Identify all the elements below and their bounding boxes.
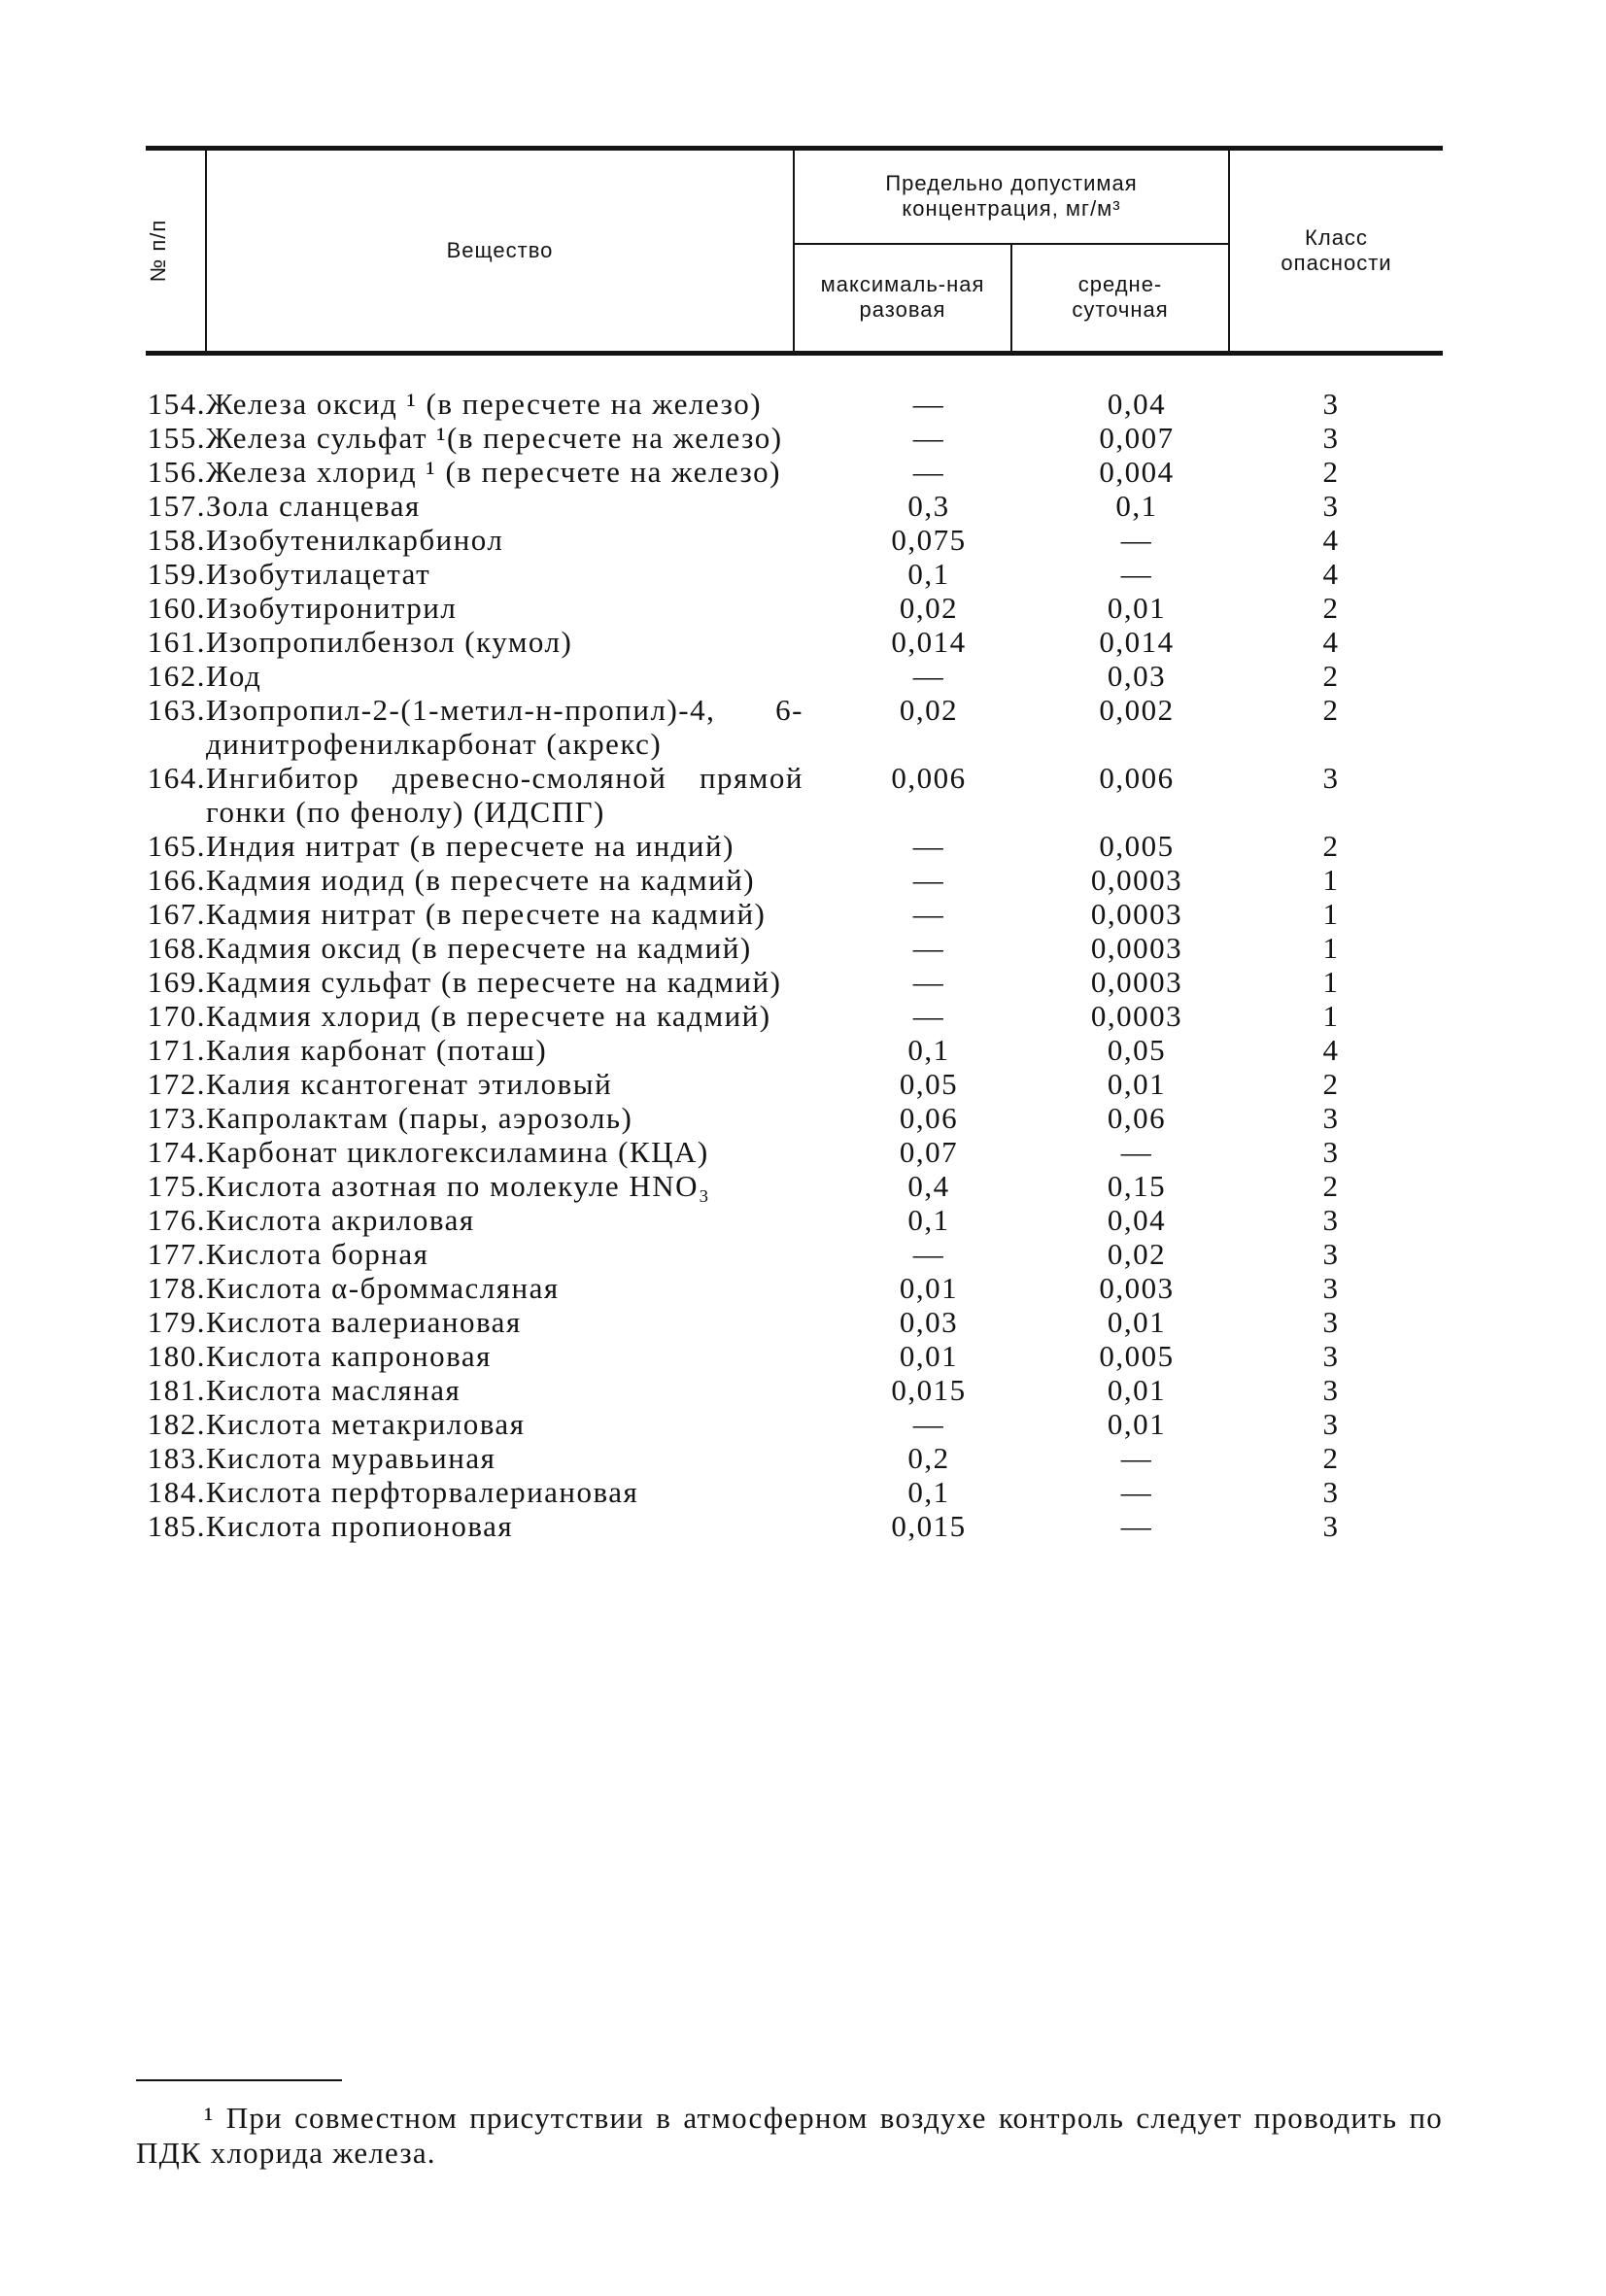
row-hazard-class: 2 bbox=[1322, 1441, 1340, 1475]
table-rows bbox=[146, 387, 1443, 1543]
row-number: 158. bbox=[147, 523, 206, 557]
row-substance: Калия карбонат (поташ) bbox=[206, 1033, 548, 1067]
table-row bbox=[146, 1305, 1443, 1339]
table-row bbox=[146, 829, 1443, 863]
header-avg bbox=[1011, 244, 1229, 354]
row-hazard-class: 3 bbox=[1322, 1339, 1340, 1373]
row-hazard-class: 3 bbox=[1322, 761, 1340, 795]
row-daily-average: — bbox=[1120, 1441, 1153, 1475]
row-daily-average: 0,005 bbox=[1099, 829, 1175, 863]
row-number: 177. bbox=[147, 1237, 206, 1271]
row-daily-average: — bbox=[1120, 1509, 1153, 1543]
table-row bbox=[146, 523, 1443, 557]
row-hazard-class: 3 bbox=[1322, 1407, 1340, 1441]
row-max-single: 0,075 bbox=[891, 523, 967, 557]
row-max-single: 0,03 bbox=[899, 1305, 959, 1339]
table-row bbox=[146, 1339, 1443, 1373]
row-substance: Кислота азотная по молекуле HNO₃ bbox=[206, 1169, 711, 1203]
table-header bbox=[146, 146, 1443, 356]
table-row bbox=[146, 761, 1443, 829]
row-hazard-class: 3 bbox=[1322, 1373, 1340, 1407]
row-daily-average: 0,03 bbox=[1107, 659, 1167, 693]
row-max-single: 0,014 bbox=[891, 625, 967, 659]
row-daily-average: 0,01 bbox=[1107, 1067, 1167, 1101]
row-substance: Кадмия оксид (в пересчете на кадмий) bbox=[206, 931, 752, 965]
table-row bbox=[146, 1135, 1443, 1169]
row-substance: Изобутилацетат bbox=[206, 557, 431, 591]
row-daily-average: 0,01 bbox=[1107, 1407, 1167, 1441]
header-number: № п/п bbox=[146, 149, 206, 354]
row-daily-average: 0,006 bbox=[1099, 761, 1175, 795]
row-hazard-class: 3 bbox=[1322, 1101, 1340, 1135]
table-row bbox=[146, 387, 1443, 421]
row-substance: Кислота α-броммасляная bbox=[206, 1271, 560, 1305]
row-substance: Ингибитор древесно-смоляной прямой гонки (по фенолу) (ИДСПГ) bbox=[206, 761, 803, 829]
table-row bbox=[146, 625, 1443, 659]
row-number: 170. bbox=[147, 999, 206, 1033]
row-max-single: — bbox=[912, 829, 945, 863]
header-class bbox=[1229, 149, 1443, 354]
row-number: 173. bbox=[147, 1101, 206, 1135]
row-number: 176. bbox=[147, 1203, 206, 1237]
row-daily-average: 0,0003 bbox=[1090, 931, 1183, 965]
row-substance: Изопропил-2-(1-метил-н-пропил)-4, 6-динитрофенилкарбонат (акрекс) bbox=[206, 693, 803, 761]
row-substance: Иод bbox=[206, 659, 262, 693]
table-row bbox=[146, 897, 1443, 931]
row-hazard-class: 1 bbox=[1322, 863, 1340, 897]
row-substance: Кадмия иодид (в пересчете на кадмий) bbox=[206, 863, 756, 897]
row-daily-average: 0,05 bbox=[1107, 1033, 1167, 1067]
row-number: 178. bbox=[147, 1271, 206, 1305]
table-row bbox=[146, 1271, 1443, 1305]
row-substance: Кислота масляная bbox=[206, 1373, 461, 1407]
row-max-single: — bbox=[912, 1237, 945, 1271]
row-number: 168. bbox=[147, 931, 206, 965]
table-row bbox=[146, 1475, 1443, 1509]
row-max-single: 0,1 bbox=[907, 1033, 950, 1067]
row-substance: Кадмия хлорид (в пересчете на кадмий) bbox=[206, 999, 771, 1033]
table-row bbox=[146, 557, 1443, 591]
row-max-single: 0,1 bbox=[907, 1203, 950, 1237]
row-hazard-class: 3 bbox=[1322, 1509, 1340, 1543]
row-number: 160. bbox=[147, 591, 206, 625]
row-max-single: 0,1 bbox=[907, 1475, 950, 1509]
row-daily-average: 0,0003 bbox=[1090, 863, 1183, 897]
table-body bbox=[146, 387, 1443, 1543]
table-row bbox=[146, 1237, 1443, 1271]
row-substance: Кислота пропионовая bbox=[206, 1509, 514, 1543]
row-max-single: 0,4 bbox=[907, 1169, 950, 1203]
row-number: 174. bbox=[147, 1135, 206, 1169]
row-daily-average: — bbox=[1120, 557, 1153, 591]
row-daily-average: 0,007 bbox=[1099, 421, 1175, 455]
header-max bbox=[794, 244, 1011, 354]
row-daily-average: 0,06 bbox=[1107, 1101, 1167, 1135]
row-max-single: — bbox=[912, 999, 945, 1033]
row-number: 166. bbox=[147, 863, 206, 897]
row-max-single: 0,015 bbox=[891, 1373, 967, 1407]
header-pdk-label: Предельно допустимая концентрация, мг/м³ bbox=[885, 171, 1138, 222]
row-hazard-class: 4 bbox=[1322, 625, 1340, 659]
row-max-single: 0,006 bbox=[891, 761, 967, 795]
table-row bbox=[146, 1033, 1443, 1067]
row-hazard-class: 2 bbox=[1322, 591, 1340, 625]
row-daily-average: 0,1 bbox=[1115, 489, 1158, 523]
row-max-single: 0,1 bbox=[907, 557, 950, 591]
row-daily-average: 0,0003 bbox=[1090, 897, 1183, 931]
row-substance: Изопропилбензол (кумол) bbox=[206, 625, 573, 659]
row-substance: Зола сланцевая bbox=[206, 489, 421, 523]
row-number: 154. bbox=[147, 387, 206, 421]
row-max-single: 0,2 bbox=[907, 1441, 950, 1475]
row-substance: Капролактам (пары, аэрозоль) bbox=[206, 1101, 633, 1135]
row-max-single: — bbox=[912, 965, 945, 999]
row-number: 157. bbox=[147, 489, 206, 523]
row-hazard-class: 1 bbox=[1322, 897, 1340, 931]
row-max-single: — bbox=[912, 659, 945, 693]
row-number: 156. bbox=[147, 455, 206, 489]
row-substance: Кадмия нитрат (в пересчете на кадмий) bbox=[206, 897, 767, 931]
row-hazard-class: 1 bbox=[1322, 931, 1340, 965]
row-daily-average: — bbox=[1120, 1135, 1153, 1169]
row-substance: Изобутенилкарбинол bbox=[206, 523, 504, 557]
row-number: 159. bbox=[147, 557, 206, 591]
row-daily-average: 0,014 bbox=[1099, 625, 1175, 659]
row-number: 169. bbox=[147, 965, 206, 999]
table-row bbox=[146, 591, 1443, 625]
row-hazard-class: 2 bbox=[1322, 829, 1340, 863]
table-row bbox=[146, 1067, 1443, 1101]
row-number: 172. bbox=[147, 1067, 206, 1101]
table-row bbox=[146, 965, 1443, 999]
row-hazard-class: 3 bbox=[1322, 1237, 1340, 1271]
table-row bbox=[146, 863, 1443, 897]
row-max-single: 0,02 bbox=[899, 693, 959, 727]
row-substance: Кислота перфторвалериановая bbox=[206, 1475, 639, 1509]
row-number: 175. bbox=[147, 1169, 206, 1203]
footnote-divider bbox=[136, 2079, 342, 2081]
row-substance: Железа хлорид ¹ (в пересчете на железо) bbox=[206, 455, 781, 489]
row-max-single: 0,06 bbox=[899, 1101, 959, 1135]
row-hazard-class: 3 bbox=[1322, 489, 1340, 523]
row-number: 155. bbox=[147, 421, 206, 455]
row-substance: Кислота капроновая bbox=[206, 1339, 492, 1373]
table-row bbox=[146, 489, 1443, 523]
row-daily-average: 0,04 bbox=[1107, 387, 1167, 421]
row-daily-average: 0,02 bbox=[1107, 1237, 1167, 1271]
table-row bbox=[146, 1203, 1443, 1237]
row-max-single: — bbox=[912, 897, 945, 931]
row-daily-average: 0,15 bbox=[1107, 1169, 1167, 1203]
row-hazard-class: 2 bbox=[1322, 1067, 1340, 1101]
header-substance: Вещество bbox=[206, 149, 794, 354]
row-substance: Индия нитрат (в пересчете на индий) bbox=[206, 829, 735, 863]
row-substance: Железа оксид ¹ (в пересчете на железо) bbox=[206, 387, 763, 421]
row-hazard-class: 3 bbox=[1322, 387, 1340, 421]
row-max-single: 0,3 bbox=[907, 489, 950, 523]
row-daily-average: 0,04 bbox=[1107, 1203, 1167, 1237]
row-daily-average: 0,003 bbox=[1099, 1271, 1175, 1305]
row-max-single: 0,01 bbox=[899, 1271, 959, 1305]
row-hazard-class: 2 bbox=[1322, 659, 1340, 693]
row-daily-average: — bbox=[1120, 1475, 1153, 1509]
row-substance: Кислота валериановая bbox=[206, 1305, 522, 1339]
row-hazard-class: 3 bbox=[1322, 1271, 1340, 1305]
row-hazard-class: 4 bbox=[1322, 557, 1340, 591]
row-max-single: 0,05 bbox=[899, 1067, 959, 1101]
row-substance: Карбонат циклогексиламина (КЦА) bbox=[206, 1135, 709, 1169]
row-number: 180. bbox=[147, 1339, 206, 1373]
table-row bbox=[146, 1101, 1443, 1135]
row-number: 162. bbox=[147, 659, 206, 693]
row-daily-average: 0,0003 bbox=[1090, 965, 1183, 999]
row-number: 183. bbox=[147, 1441, 206, 1475]
row-hazard-class: 3 bbox=[1322, 421, 1340, 455]
table-row bbox=[146, 455, 1443, 489]
footnote: ¹ При совместном присутствии в атмосферном воздухе контроль следует проводить по ПДК хлорида железа. bbox=[136, 2101, 1443, 2170]
row-max-single: — bbox=[912, 455, 945, 489]
row-max-single: 0,01 bbox=[899, 1339, 959, 1373]
row-number: 182. bbox=[147, 1407, 206, 1441]
table-row bbox=[146, 421, 1443, 455]
row-hazard-class: 1 bbox=[1322, 999, 1340, 1033]
row-daily-average: 0,01 bbox=[1107, 591, 1167, 625]
row-number: 163. bbox=[147, 693, 206, 727]
row-number: 164. bbox=[147, 761, 206, 795]
row-hazard-class: 3 bbox=[1322, 1203, 1340, 1237]
row-substance: Кислота метакриловая bbox=[206, 1407, 526, 1441]
pdk-table bbox=[146, 146, 1443, 1543]
row-hazard-class: 4 bbox=[1322, 523, 1340, 557]
row-max-single: — bbox=[912, 931, 945, 965]
row-number: 171. bbox=[147, 1033, 206, 1067]
row-number: 167. bbox=[147, 897, 206, 931]
row-number: 185. bbox=[147, 1509, 206, 1543]
row-daily-average: 0,004 bbox=[1099, 455, 1175, 489]
row-daily-average: — bbox=[1120, 523, 1153, 557]
row-hazard-class: 3 bbox=[1322, 1305, 1340, 1339]
row-max-single: — bbox=[912, 1407, 945, 1441]
row-substance: Кислота борная bbox=[206, 1237, 429, 1271]
row-hazard-class: 2 bbox=[1322, 455, 1340, 489]
row-hazard-class: 3 bbox=[1322, 1135, 1340, 1169]
table-row bbox=[146, 1373, 1443, 1407]
table-row bbox=[146, 931, 1443, 965]
row-number: 165. bbox=[147, 829, 206, 863]
row-number: 179. bbox=[147, 1305, 206, 1339]
row-max-single: — bbox=[912, 863, 945, 897]
row-max-single: 0,07 bbox=[899, 1135, 959, 1169]
row-number: 181. bbox=[147, 1373, 206, 1407]
table-row bbox=[146, 1441, 1443, 1475]
table-row bbox=[146, 999, 1443, 1033]
row-hazard-class: 2 bbox=[1322, 693, 1340, 727]
row-number: 161. bbox=[147, 625, 206, 659]
table-row bbox=[146, 1407, 1443, 1441]
row-substance: Кислота акриловая bbox=[206, 1203, 475, 1237]
row-hazard-class: 4 bbox=[1322, 1033, 1340, 1067]
header-avg-label: средне-суточная bbox=[1072, 272, 1169, 323]
row-daily-average: 0,005 bbox=[1099, 1339, 1175, 1373]
row-substance: Железа сульфат ¹(в пересчете на железо) bbox=[206, 421, 783, 455]
row-substance: Кадмия сульфат (в пересчете на кадмий) bbox=[206, 965, 782, 999]
row-substance: Калия ксантогенат этиловый bbox=[206, 1067, 613, 1101]
header-max-label: максималь-ная разовая bbox=[820, 272, 985, 323]
header-class-label: Класс опасности bbox=[1281, 225, 1392, 275]
row-max-single: — bbox=[912, 421, 945, 455]
table-row bbox=[146, 693, 1443, 761]
row-substance: Изобутиронитрил bbox=[206, 591, 458, 625]
header-pdk bbox=[794, 149, 1229, 244]
row-daily-average: 0,01 bbox=[1107, 1305, 1167, 1339]
row-hazard-class: 1 bbox=[1322, 965, 1340, 999]
row-substance: Кислота муравьиная bbox=[206, 1441, 496, 1475]
row-number: 184. bbox=[147, 1475, 206, 1509]
row-hazard-class: 3 bbox=[1322, 1475, 1340, 1509]
table-row bbox=[146, 1509, 1443, 1543]
row-max-single: 0,015 bbox=[891, 1509, 967, 1543]
row-daily-average: 0,01 bbox=[1107, 1373, 1167, 1407]
row-max-single: — bbox=[912, 387, 945, 421]
table-row bbox=[146, 659, 1443, 693]
row-hazard-class: 2 bbox=[1322, 1169, 1340, 1203]
table-row bbox=[146, 1169, 1443, 1203]
row-daily-average: 0,002 bbox=[1099, 693, 1175, 727]
row-daily-average: 0,0003 bbox=[1090, 999, 1183, 1033]
row-max-single: 0,02 bbox=[899, 591, 959, 625]
